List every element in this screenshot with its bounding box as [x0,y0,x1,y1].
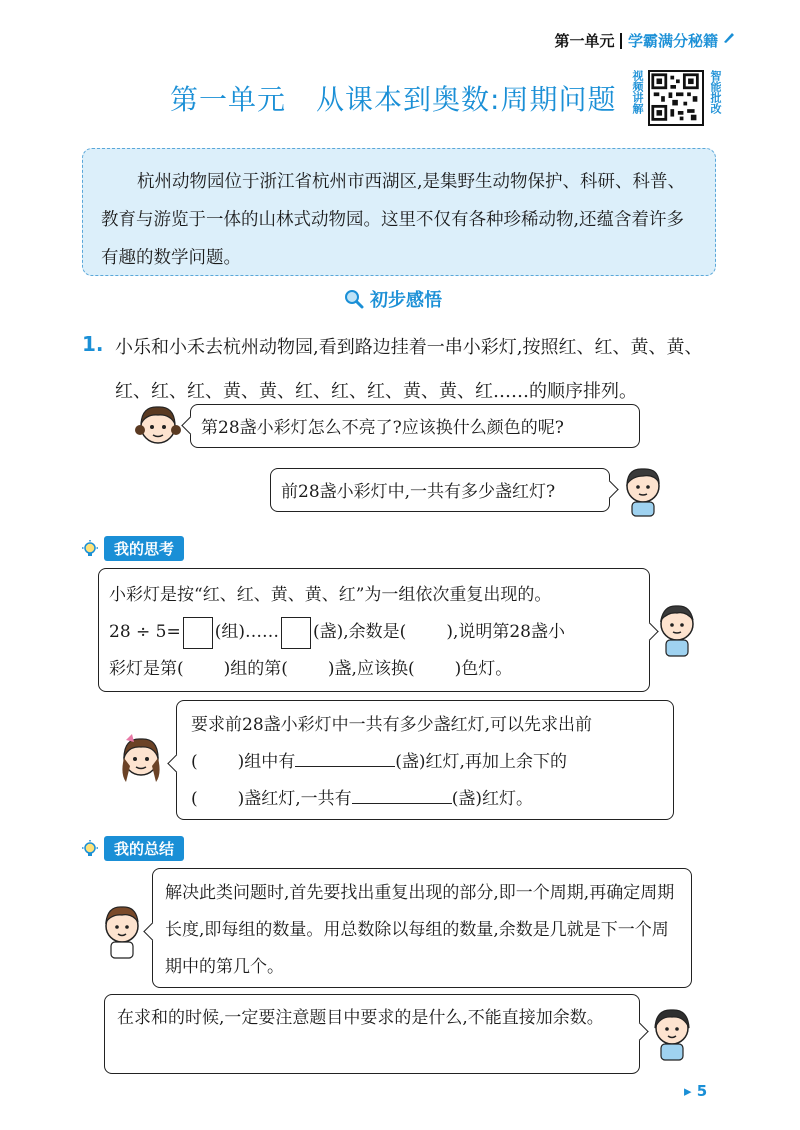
unit-label: 第一单元 [554,32,615,50]
speech-bubble-1 [190,404,640,448]
page-number: ▸ 5 [684,1082,708,1100]
girl-avatar-2 [112,730,170,796]
question-number: 1. [82,332,104,356]
bubble-2-text: 前28盏小彩灯中,一共有多少盏红灯? [281,482,556,502]
thinking-line-2: 28 ÷ 5= (组)…… (盏),余数是( ),说明第28盏小 [109,614,639,651]
title-unit: 第一单元 [170,83,287,116]
unit-header [554,30,718,51]
summary-text-2: 在求和的时候,一定要注意题目中要求的是什么,不能直接加余数。 [117,1008,604,1028]
thinking-line-1: 小彩灯是按“红、红、黄、黄、红”为一组依次重复出现的。 [109,585,552,605]
section-heading-text: 初步感悟 [370,290,442,311]
qr-block[interactable] [630,70,722,132]
header-divider [620,33,622,49]
qr-right-label: 智能批改 [709,70,722,114]
boy-avatar-2 [652,600,702,658]
summary-box-2 [104,994,640,1074]
summary-tag-text: 我的总结 [104,836,184,861]
remainder-blank[interactable] [281,617,311,649]
thinking2-line-2: ( )组中有 (盏)红灯,再加上余下的 [191,744,659,781]
summary-box-1 [152,868,692,988]
quotient-blank[interactable] [183,617,213,649]
lightbulb-icon-2 [80,839,100,859]
question-text: 小乐和小禾去杭州动物园,看到路边挂着一串小彩灯,按照红、红、黄、黄、红、红、红、黄、黄、红、红、红、黄、黄、红……的顺序排列。 [115,337,703,402]
intro-text: 杭州动物园位于浙江省杭州市西湖区,是集野生动物保护、科研、科普、教育与游览于一体的山林式动物园。这里不仅有各种珍稀动物,还蕴含着许多有趣的数学问题。 [101,172,686,268]
thinking-tag-text: 我的思考 [104,536,184,561]
section-heading [344,286,442,312]
thinking-box-2 [176,700,674,820]
pen-icon [722,30,736,44]
intro-box [82,148,716,276]
boy-avatar-3 [96,900,148,960]
qr-left-label: 视频讲解 [631,70,644,114]
qr-code-icon[interactable] [648,70,704,126]
thinking-line-3: 彩灯是第( )组的第( )盏,应该换( )色灯。 [109,659,513,679]
page-title [170,78,616,118]
lightbulb-icon [80,539,100,559]
boy-avatar [618,462,668,518]
thinking-tag [80,536,184,561]
total-red-blank[interactable] [352,785,452,804]
magnifier-icon [344,289,364,309]
thinking2-line-1: 要求前28盏小彩灯中一共有多少盏红灯,可以先求出前 [191,715,593,735]
summary-text-1: 解决此类问题时,首先要找出重复出现的部分,即一个周期,再确定周期长度,即每组的数量。用总数除以每组的数量,余数是几就是下一个周期中的第几个。 [165,883,675,977]
series-label: 学霸满分秘籍 [627,32,718,50]
speech-bubble-2 [270,468,610,512]
thinking-box-1 [98,568,650,692]
title-topic: 从课本到奥数:周期问题 [316,83,617,116]
thinking2-line-3: ( )盏红灯,一共有 (盏)红灯。 [191,781,659,818]
red-per-groups-blank[interactable] [295,748,395,767]
girl-avatar [130,400,186,456]
girl-avatar-3 [646,1002,698,1062]
summary-tag [80,836,184,861]
bubble-1-text: 第28盏小彩灯怎么不亮了?应该换什么颜色的呢? [201,418,564,438]
